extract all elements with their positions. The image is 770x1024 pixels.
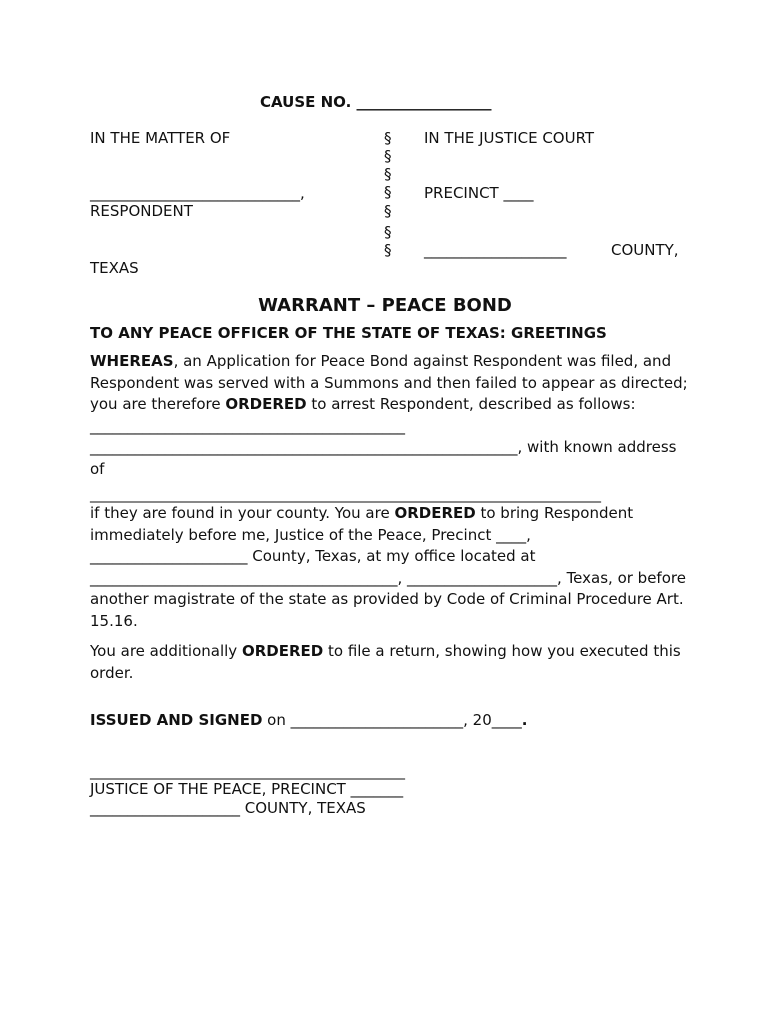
document-title: WARRANT – PEACE BOND: [258, 295, 512, 316]
ordered-label: ORDERED: [241, 642, 324, 660]
return-paragraph: [90, 641, 690, 684]
whereas-text: , an Application for Peace Bond against Respondent was filed, and Respondent was served with a Summons and then failed to appear as directed; you are therefore: [90, 352, 688, 414]
texas-label: TEXAS: [90, 259, 139, 277]
section-symbol: §: [384, 202, 392, 220]
ordered-label: ORDERED: [394, 504, 476, 522]
county-texas-label: ____________________ COUNTY, TEXAS: [90, 799, 366, 817]
respondent-name-blank: ____________________________,: [90, 184, 305, 202]
section-symbol: §: [384, 165, 392, 183]
ordered-label: ORDERED: [225, 395, 307, 414]
precinct-label: PRECINCT ____: [424, 184, 534, 202]
county-label: COUNTY,: [611, 241, 679, 259]
return-text-start: You are additionally: [90, 642, 242, 660]
section-symbol: §: [384, 147, 392, 165]
cause-number: CAUSE NO. __________________: [260, 93, 492, 111]
section-symbol: §: [384, 129, 392, 147]
justice-of-the-peace-label: JUSTICE OF THE PEACE, PRECINCT _______: [90, 780, 404, 798]
in-the-matter-of-label: IN THE MATTER OF: [90, 129, 231, 147]
section-symbol: §: [384, 183, 392, 201]
section-symbol: §: [384, 223, 392, 241]
order-text-start: if they are found in your county. You are: [90, 504, 395, 522]
issued-and-signed-line: [90, 710, 527, 730]
county-name-blank: ___________________: [424, 241, 567, 259]
order-paragraph: [90, 503, 690, 633]
greeting: TO ANY PEACE OFFICER OF THE STATE OF TEXAS: GREETINGS: [90, 324, 607, 342]
order-text-rest: to bring Respondent immediately before me, Justice of the Peace, Precinct ____, _____________________ County, Texas, at my office located at _________________________________________, ____________________, Texas, or before another magistrate of the state as provided by Code of Criminal Procedure Art. 15.16.: [90, 504, 686, 630]
signature-line: _____________________________________________: [90, 764, 405, 780]
section-symbol: §: [384, 241, 392, 259]
whereas-paragraph: [90, 351, 690, 481]
address-blank-line: _________________________________________________________________________: [90, 487, 601, 503]
whereas-label: WHEREAS: [90, 352, 174, 370]
issued-label: ISSUED AND SIGNED: [90, 711, 263, 729]
respondent-label: RESPONDENT: [90, 202, 193, 220]
arrest-text: to arrest Respondent, described as follows: __________________________________________ _________________________________________________________, with known address of: [90, 395, 677, 478]
justice-court-label: IN THE JUSTICE COURT: [424, 129, 595, 147]
return-text-rest: to file a return, showing how you executed this order.: [90, 642, 681, 682]
issued-period: .: [521, 711, 528, 729]
issued-date-blank: on _______________________, 20____: [262, 711, 522, 729]
